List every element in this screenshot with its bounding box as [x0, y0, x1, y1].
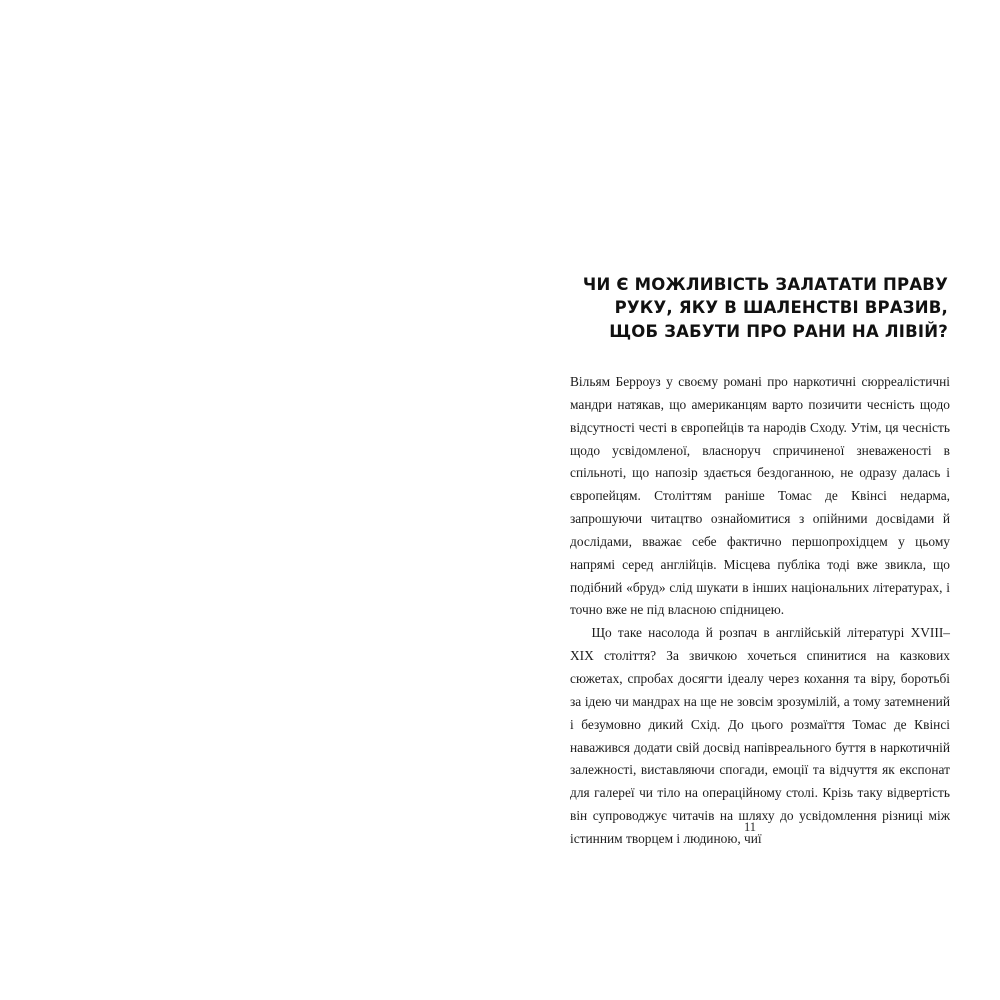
paragraph-2: Що таке насолода й розпач в англійській літературі XVIII–XIX століття? За звичкою хочеться спинитися на казкових сюжетах, спробах досягти ідеалу через кохання та віру, боротьбі за ідею чи мандрах на ще не зовсім зрозумілій, а тому затемнений і безумовно дикий Схід. До цього розмаїття Томас де Квінсі наважився додати свій досвід напівреального буття в наркотичній залежності, виставляючи спогади, емоції та відчуття як експонат для галереї чи тіло на операційному столі. Крізь таку відвертість він супроводжує читачів на шляху до усвідомлення різниці між істинним творцем і людиною, чиї: [570, 625, 950, 846]
body-text-column: [570, 371, 950, 851]
page-number: 11: [743, 820, 757, 834]
chapter-title: ЧИ Є МОЖЛИВІСТЬ ЗАЛАТАТИ ПРАВУ РУКУ, ЯКУ В ШАЛЕНСТВІ ВРАЗИВ, ЩОБ ЗАБУТИ ПРО РАНИ НА ЛІВІЙ?: [582, 275, 948, 341]
paragraph-1: Вільям Берроуз у своєму романі про наркотичні сюрреалістичні мандри натякав, що американцям варто позичити чесність щодо відсутності честі в європейців та народів Сходу. Утім, ця чесність щодо усвідомленої, власноруч спричиненої зневаженості в спільноті, що напозір здається бездоганною, не одразу далась і європейцям. Століттям раніше Томас де Квінсі недарма, запрошуючи читацтво ознайомитися з опійними досвідами й дослідами, вважає себе фактично першопрохідцем у цьому напрямі серед англійців. Місцева публіка тоді вже звикла, що подібний «бруд» слід шукати в інших національних літературах, і точно вже не під власною спідницею.: [570, 374, 950, 618]
right-text-page: [500, 0, 1000, 1000]
